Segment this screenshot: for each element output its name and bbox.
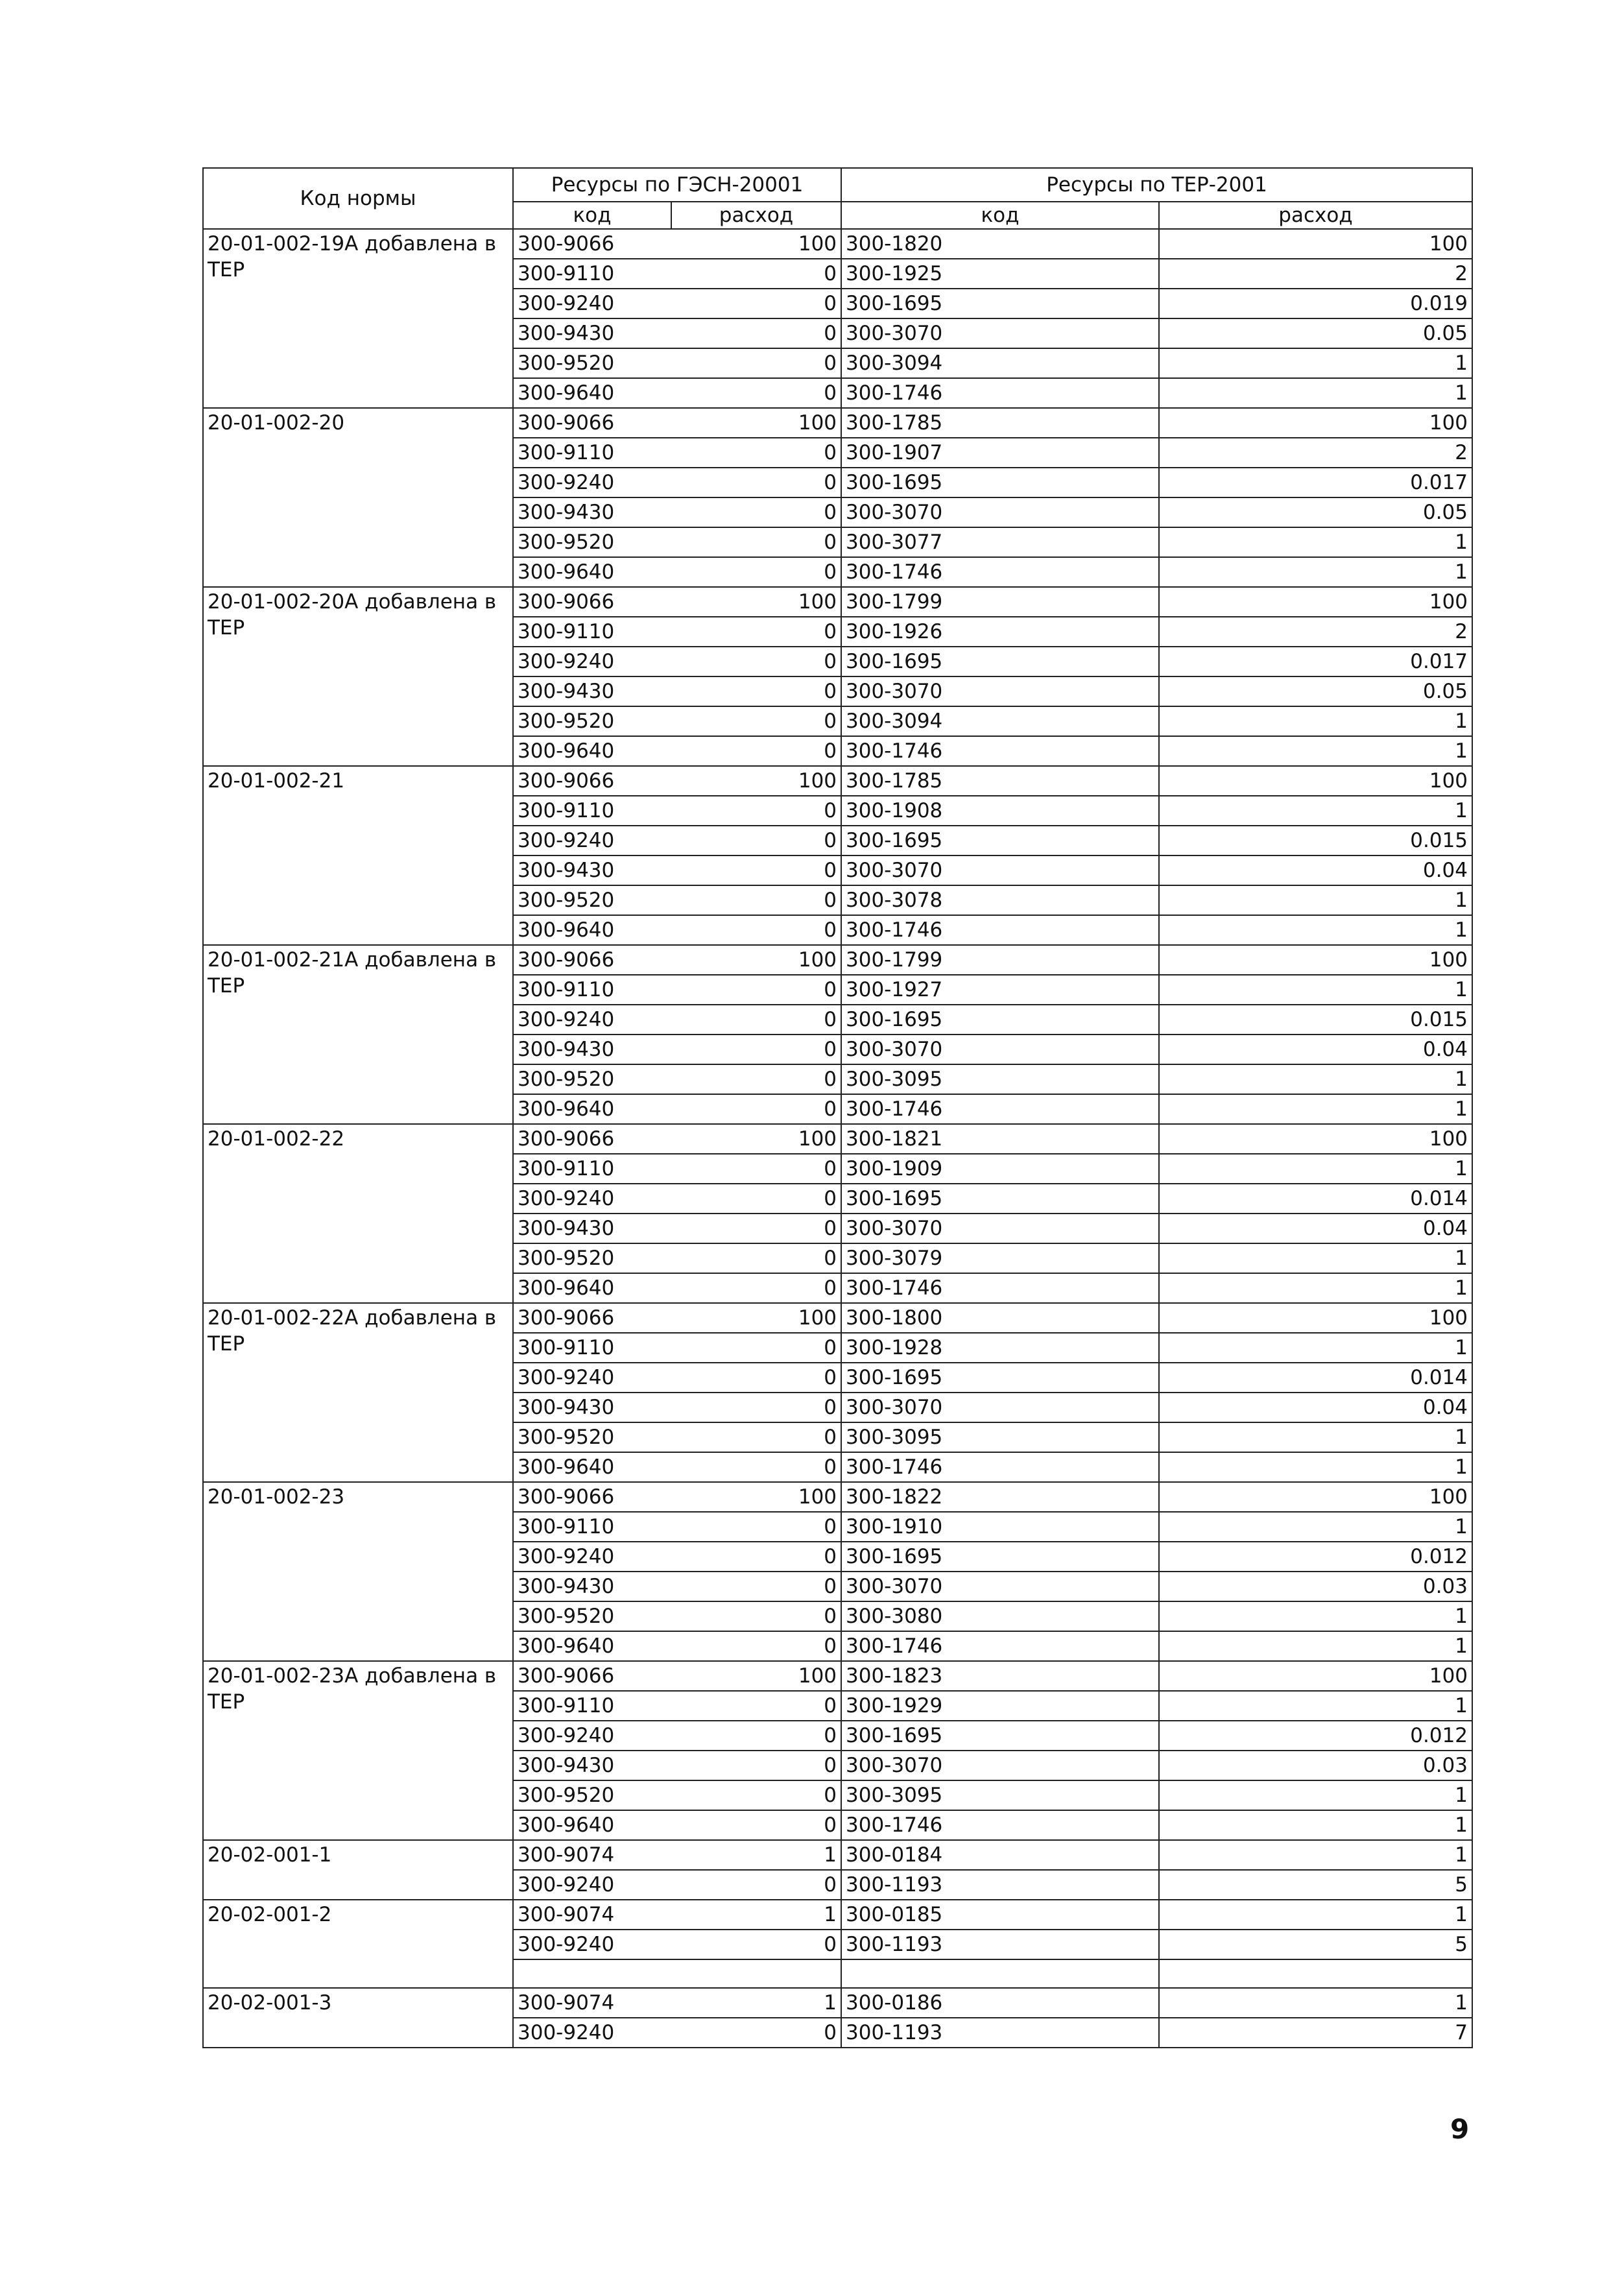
ter-code-cell: 300-3094 <box>841 348 1159 378</box>
table-row <box>203 1900 1472 1930</box>
gesn-rate-cell: 1 <box>671 1840 841 1870</box>
resource-mapping-table <box>202 167 1473 2048</box>
ter-code-cell: 300-3070 <box>841 1751 1159 1780</box>
gesn-rate-cell: 0 <box>671 1512 841 1542</box>
ter-code-cell: 300-3078 <box>841 885 1159 915</box>
ter-rate-cell: 100 <box>1159 587 1472 617</box>
gesn-code-cell: 300-9066 <box>513 408 671 438</box>
gesn-rate-cell: 0 <box>671 1363 841 1393</box>
gesn-rate-cell: 0 <box>671 1930 841 1959</box>
norm-code-cell: 20-01-002-22 <box>203 1124 513 1303</box>
gesn-rate-cell: 0 <box>671 826 841 855</box>
ter-rate-cell: 7 <box>1159 2018 1472 2048</box>
norm-code-cell: 20-01-002-21А добавлена в ТЕР <box>203 945 513 1124</box>
table-body <box>203 229 1472 2048</box>
gesn-code-cell: 300-9640 <box>513 1631 671 1661</box>
gesn-code-cell: 300-9640 <box>513 1094 671 1124</box>
gesn-rate-cell: 0 <box>671 1243 841 1273</box>
header-gesn-group: Ресурсы по ГЭСН-20001 <box>513 168 841 202</box>
gesn-rate-cell: 0 <box>671 1572 841 1601</box>
ter-rate-cell: 1 <box>1159 1988 1472 2018</box>
gesn-rate-cell: 0 <box>671 1542 841 1572</box>
gesn-code-cell: 300-9430 <box>513 1751 671 1780</box>
ter-rate-cell: 0.05 <box>1159 676 1472 706</box>
gesn-code-cell: 300-9430 <box>513 676 671 706</box>
ter-rate-cell: 2 <box>1159 259 1472 289</box>
ter-code-cell: 300-1908 <box>841 796 1159 826</box>
ter-rate-cell: 1 <box>1159 1780 1472 1810</box>
table-row <box>203 766 1472 796</box>
gesn-code-cell: 300-9240 <box>513 1870 671 1900</box>
gesn-code-cell: 300-9640 <box>513 1810 671 1840</box>
gesn-rate-cell: 0 <box>671 915 841 945</box>
gesn-rate-cell: 0 <box>671 736 841 766</box>
ter-code-cell: 300-1695 <box>841 1542 1159 1572</box>
ter-rate-cell: 1 <box>1159 1512 1472 1542</box>
ter-rate-cell: 0.04 <box>1159 1035 1472 1064</box>
ter-code-cell: 300-3095 <box>841 1422 1159 1452</box>
ter-rate-cell: 100 <box>1159 945 1472 975</box>
gesn-code-cell: 300-9240 <box>513 2018 671 2048</box>
gesn-rate-cell: 0 <box>671 497 841 527</box>
ter-rate-cell: 1 <box>1159 1810 1472 1840</box>
gesn-rate-cell: 0 <box>671 1273 841 1303</box>
norm-code-cell: 20-02-001-2 <box>203 1900 513 1988</box>
gesn-code-cell: 300-9074 <box>513 1840 671 1870</box>
norm-code-cell: 20-02-001-3 <box>203 1988 513 2048</box>
gesn-rate-cell: 0 <box>671 1035 841 1064</box>
gesn-rate-cell: 0 <box>671 706 841 736</box>
norm-code-cell: 20-01-002-20А добавлена в ТЕР <box>203 587 513 766</box>
gesn-rate-cell: 0 <box>671 468 841 497</box>
header-ter-group: Ресурсы по ТЕР-2001 <box>841 168 1472 202</box>
gesn-code-cell: 300-9066 <box>513 1482 671 1512</box>
ter-code-cell: 300-3077 <box>841 527 1159 557</box>
ter-rate-cell: 1 <box>1159 1422 1472 1452</box>
gesn-code-cell: 300-9066 <box>513 1661 671 1691</box>
ter-code-cell: 300-3095 <box>841 1064 1159 1094</box>
ter-rate-cell: 1 <box>1159 527 1472 557</box>
gesn-rate-cell: 0 <box>671 1094 841 1124</box>
ter-rate-cell: 1 <box>1159 378 1472 408</box>
ter-code-cell: 300-1193 <box>841 1930 1159 1959</box>
header-gesn-rate: расход <box>671 202 841 229</box>
ter-code-cell: 300-1820 <box>841 229 1159 259</box>
gesn-rate-cell: 100 <box>671 945 841 975</box>
ter-code-cell: 300-1746 <box>841 1631 1159 1661</box>
ter-code-cell: 300-1927 <box>841 975 1159 1005</box>
gesn-code-cell: 300-9066 <box>513 945 671 975</box>
table-row <box>203 945 1472 975</box>
gesn-code-cell: 300-9430 <box>513 1035 671 1064</box>
ter-code-cell: 300-1695 <box>841 468 1159 497</box>
gesn-code-cell: 300-9520 <box>513 1243 671 1273</box>
ter-rate-cell: 0.04 <box>1159 1393 1472 1422</box>
ter-code-cell: 300-1695 <box>841 1721 1159 1751</box>
ter-code-cell: 300-1746 <box>841 557 1159 587</box>
norm-code-cell: 20-01-002-23 <box>203 1482 513 1661</box>
ter-code-cell: 300-1821 <box>841 1124 1159 1154</box>
gesn-rate-cell: 0 <box>671 1870 841 1900</box>
gesn-code-cell: 300-9066 <box>513 1303 671 1333</box>
gesn-rate-cell: 100 <box>671 587 841 617</box>
ter-code-cell: 300-3070 <box>841 497 1159 527</box>
ter-rate-cell: 0.04 <box>1159 1214 1472 1243</box>
gesn-code-cell: 300-9240 <box>513 1542 671 1572</box>
gesn-rate-cell: 0 <box>671 1810 841 1840</box>
gesn-rate-cell: 100 <box>671 408 841 438</box>
ter-code-cell: 300-1929 <box>841 1691 1159 1721</box>
ter-code-cell: 300-3094 <box>841 706 1159 736</box>
ter-code-cell: 300-0186 <box>841 1988 1159 2018</box>
ter-rate-cell: 1 <box>1159 557 1472 587</box>
gesn-rate-cell: 0 <box>671 1154 841 1184</box>
gesn-rate-cell: 100 <box>671 1303 841 1333</box>
gesn-code-cell: 300-9240 <box>513 1930 671 1959</box>
ter-code-cell: 300-1822 <box>841 1482 1159 1512</box>
ter-code-cell: 300-3079 <box>841 1243 1159 1273</box>
ter-code-cell: 300-1928 <box>841 1333 1159 1363</box>
ter-code-cell: 300-1926 <box>841 617 1159 647</box>
gesn-rate-cell: 0 <box>671 378 841 408</box>
ter-rate-cell: 1 <box>1159 1333 1472 1363</box>
ter-code-cell: 300-1746 <box>841 1094 1159 1124</box>
ter-rate-cell: 1 <box>1159 706 1472 736</box>
ter-code-cell: 300-1695 <box>841 1363 1159 1393</box>
page-number: 9 <box>1450 2113 1470 2145</box>
gesn-rate-cell: 0 <box>671 1751 841 1780</box>
gesn-code-cell: 300-9520 <box>513 1064 671 1094</box>
ter-rate-cell: 0.012 <box>1159 1542 1472 1572</box>
ter-code-cell: 300-1910 <box>841 1512 1159 1542</box>
ter-code-cell: 300-1695 <box>841 289 1159 318</box>
gesn-rate-cell: 0 <box>671 1780 841 1810</box>
ter-code-cell: 300-0184 <box>841 1840 1159 1870</box>
ter-code-cell: 300-1746 <box>841 915 1159 945</box>
ter-rate-cell: 0.019 <box>1159 289 1472 318</box>
gesn-rate-cell: 0 <box>671 438 841 468</box>
norm-code-cell: 20-02-001-1 <box>203 1840 513 1900</box>
ter-code-cell: 300-3080 <box>841 1601 1159 1631</box>
header-code-norm: Код нормы <box>203 168 513 229</box>
ter-code-cell: 300-1695 <box>841 1005 1159 1035</box>
gesn-rate-cell: 0 <box>671 617 841 647</box>
gesn-code-cell: 300-9110 <box>513 1333 671 1363</box>
norm-code-cell: 20-01-002-22А добавлена в ТЕР <box>203 1303 513 1482</box>
gesn-rate-cell: 0 <box>671 289 841 318</box>
table-row <box>203 1661 1472 1691</box>
gesn-code-cell: 300-9640 <box>513 378 671 408</box>
ter-code-cell: 300-3070 <box>841 1393 1159 1422</box>
norm-code-cell: 20-01-002-21 <box>203 766 513 945</box>
gesn-rate-cell: 0 <box>671 1601 841 1631</box>
ter-rate-cell: 0.05 <box>1159 318 1472 348</box>
gesn-code-cell: 300-9110 <box>513 975 671 1005</box>
ter-code-cell: 300-1785 <box>841 408 1159 438</box>
gesn-code-cell: 300-9240 <box>513 1363 671 1393</box>
gesn-code-cell: 300-9430 <box>513 855 671 885</box>
ter-rate-cell: 0.017 <box>1159 468 1472 497</box>
table-row <box>203 1482 1472 1512</box>
gesn-rate-cell: 1 <box>671 1988 841 2018</box>
ter-rate-cell: 1 <box>1159 1840 1472 1870</box>
gesn-code-cell: 300-9110 <box>513 617 671 647</box>
ter-code-cell: 300-1909 <box>841 1154 1159 1184</box>
ter-code-cell: 300-3070 <box>841 676 1159 706</box>
table-row <box>203 229 1472 259</box>
gesn-rate-cell: 0 <box>671 259 841 289</box>
gesn-rate-cell: 100 <box>671 766 841 796</box>
gesn-code-cell: 300-9110 <box>513 259 671 289</box>
ter-code-cell: 300-1746 <box>841 1452 1159 1482</box>
gesn-code-cell: 300-9640 <box>513 915 671 945</box>
gesn-code-cell: 300-9520 <box>513 885 671 915</box>
ter-code-cell: 300-1695 <box>841 647 1159 676</box>
gesn-rate-cell: 0 <box>671 1631 841 1661</box>
ter-rate-cell: 0.04 <box>1159 855 1472 885</box>
ter-rate-cell: 1 <box>1159 1273 1472 1303</box>
gesn-code-cell: 300-9430 <box>513 497 671 527</box>
ter-code-cell: 300-1746 <box>841 1273 1159 1303</box>
ter-rate-cell: 1 <box>1159 1064 1472 1094</box>
ter-rate-cell: 2 <box>1159 617 1472 647</box>
ter-rate-cell: 0.017 <box>1159 647 1472 676</box>
ter-rate-cell: 1 <box>1159 1094 1472 1124</box>
gesn-rate-cell: 0 <box>671 1184 841 1214</box>
gesn-code-cell: 300-9240 <box>513 647 671 676</box>
ter-rate-cell: 0.015 <box>1159 826 1472 855</box>
gesn-code-cell: 300-9640 <box>513 1452 671 1482</box>
gesn-rate-cell: 0 <box>671 1721 841 1751</box>
header-ter-code: код <box>841 202 1159 229</box>
ter-rate-cell: 100 <box>1159 1303 1472 1333</box>
gesn-code-cell: 300-9430 <box>513 1572 671 1601</box>
ter-code-cell: 300-3070 <box>841 1214 1159 1243</box>
ter-rate-cell: 1 <box>1159 1631 1472 1661</box>
ter-rate-cell: 1 <box>1159 796 1472 826</box>
norm-code-cell: 20-01-002-23А добавлена в ТЕР <box>203 1661 513 1840</box>
gesn-rate-cell: 0 <box>671 1393 841 1422</box>
gesn-code-cell: 300-9240 <box>513 289 671 318</box>
ter-rate-cell: 1 <box>1159 348 1472 378</box>
gesn-rate-cell: 100 <box>671 229 841 259</box>
table-row <box>203 1303 1472 1333</box>
ter-rate-cell: 0.012 <box>1159 1721 1472 1751</box>
ter-rate-cell: 0.014 <box>1159 1184 1472 1214</box>
ter-code-cell: 300-1193 <box>841 1870 1159 1900</box>
ter-rate-cell: 100 <box>1159 1482 1472 1512</box>
ter-code-cell: 300-1746 <box>841 1810 1159 1840</box>
gesn-code-cell: 300-9066 <box>513 766 671 796</box>
gesn-rate-cell: 0 <box>671 796 841 826</box>
norm-code-cell: 20-01-002-20 <box>203 408 513 587</box>
ter-code-cell: 300-1799 <box>841 587 1159 617</box>
ter-code-cell: 300-1785 <box>841 766 1159 796</box>
ter-rate-cell: 100 <box>1159 1124 1472 1154</box>
table-row <box>203 1988 1472 2018</box>
ter-rate-cell: 1 <box>1159 975 1472 1005</box>
gesn-rate-cell: 0 <box>671 1064 841 1094</box>
ter-rate-cell: 1 <box>1159 1900 1472 1930</box>
ter-rate-cell: 1 <box>1159 885 1472 915</box>
gesn-rate-cell: 1 <box>671 1900 841 1930</box>
gesn-rate-cell <box>671 1959 841 1988</box>
ter-rate-cell: 0.03 <box>1159 1751 1472 1780</box>
gesn-rate-cell: 0 <box>671 348 841 378</box>
ter-rate-cell: 2 <box>1159 438 1472 468</box>
gesn-code-cell: 300-9240 <box>513 826 671 855</box>
gesn-rate-cell: 0 <box>671 557 841 587</box>
gesn-code-cell: 300-9240 <box>513 1184 671 1214</box>
gesn-rate-cell: 100 <box>671 1482 841 1512</box>
ter-rate-cell: 1 <box>1159 1691 1472 1721</box>
gesn-rate-cell: 0 <box>671 975 841 1005</box>
gesn-rate-cell: 100 <box>671 1661 841 1691</box>
ter-rate-cell: 1 <box>1159 1154 1472 1184</box>
ter-code-cell: 300-1695 <box>841 826 1159 855</box>
ter-code-cell: 300-3070 <box>841 1035 1159 1064</box>
ter-rate-cell: 1 <box>1159 1243 1472 1273</box>
ter-code-cell: 300-1746 <box>841 736 1159 766</box>
ter-code-cell: 300-1907 <box>841 438 1159 468</box>
gesn-code-cell: 300-9240 <box>513 1005 671 1035</box>
gesn-rate-cell: 0 <box>671 527 841 557</box>
gesn-code-cell: 300-9430 <box>513 318 671 348</box>
gesn-code-cell: 300-9520 <box>513 1601 671 1631</box>
ter-rate-cell: 0.014 <box>1159 1363 1472 1393</box>
ter-code-cell: 300-1800 <box>841 1303 1159 1333</box>
ter-rate-cell: 100 <box>1159 229 1472 259</box>
gesn-code-cell: 300-9066 <box>513 1124 671 1154</box>
ter-rate-cell: 100 <box>1159 1661 1472 1691</box>
gesn-rate-cell: 0 <box>671 1005 841 1035</box>
gesn-rate-cell: 0 <box>671 1333 841 1363</box>
gesn-code-cell: 300-9640 <box>513 1273 671 1303</box>
ter-rate-cell: 0.03 <box>1159 1572 1472 1601</box>
gesn-rate-cell: 100 <box>671 1124 841 1154</box>
gesn-rate-cell: 0 <box>671 1691 841 1721</box>
ter-rate-cell <box>1159 1959 1472 1988</box>
ter-rate-cell: 100 <box>1159 408 1472 438</box>
gesn-code-cell: 300-9066 <box>513 587 671 617</box>
gesn-rate-cell: 0 <box>671 318 841 348</box>
ter-rate-cell: 1 <box>1159 1452 1472 1482</box>
gesn-rate-cell: 0 <box>671 1452 841 1482</box>
ter-rate-cell: 1 <box>1159 736 1472 766</box>
ter-code-cell: 300-1695 <box>841 1184 1159 1214</box>
ter-rate-cell: 0.05 <box>1159 497 1472 527</box>
gesn-code-cell: 300-9074 <box>513 1900 671 1930</box>
gesn-code-cell: 300-9520 <box>513 706 671 736</box>
ter-code-cell: 300-3070 <box>841 1572 1159 1601</box>
gesn-code-cell: 300-9110 <box>513 1512 671 1542</box>
gesn-rate-cell: 0 <box>671 1422 841 1452</box>
ter-rate-cell: 1 <box>1159 1601 1472 1631</box>
gesn-rate-cell: 0 <box>671 1214 841 1243</box>
ter-code-cell: 300-1925 <box>841 259 1159 289</box>
ter-rate-cell: 1 <box>1159 915 1472 945</box>
ter-code-cell: 300-0185 <box>841 1900 1159 1930</box>
gesn-code-cell: 300-9066 <box>513 229 671 259</box>
gesn-code-cell: 300-9110 <box>513 796 671 826</box>
ter-code-cell: 300-1799 <box>841 945 1159 975</box>
ter-code-cell: 300-3070 <box>841 318 1159 348</box>
ter-rate-cell: 5 <box>1159 1930 1472 1959</box>
gesn-rate-cell: 0 <box>671 885 841 915</box>
ter-code-cell <box>841 1959 1159 1988</box>
gesn-rate-cell: 0 <box>671 2018 841 2048</box>
ter-code-cell: 300-1746 <box>841 378 1159 408</box>
gesn-code-cell: 300-9110 <box>513 438 671 468</box>
gesn-code-cell: 300-9240 <box>513 1721 671 1751</box>
table-row <box>203 1124 1472 1154</box>
table-row <box>203 1840 1472 1870</box>
header-gesn-code: код <box>513 202 671 229</box>
gesn-code-cell: 300-9640 <box>513 736 671 766</box>
gesn-code-cell <box>513 1959 671 1988</box>
gesn-rate-cell: 0 <box>671 676 841 706</box>
norm-code-cell: 20-01-002-19А добавлена в ТЕР <box>203 229 513 408</box>
ter-code-cell: 300-1823 <box>841 1661 1159 1691</box>
gesn-code-cell: 300-9430 <box>513 1393 671 1422</box>
ter-code-cell: 300-1193 <box>841 2018 1159 2048</box>
gesn-code-cell: 300-9640 <box>513 557 671 587</box>
gesn-rate-cell: 0 <box>671 647 841 676</box>
table-row <box>203 408 1472 438</box>
gesn-code-cell: 300-9520 <box>513 527 671 557</box>
gesn-code-cell: 300-9110 <box>513 1154 671 1184</box>
gesn-code-cell: 300-9074 <box>513 1988 671 2018</box>
ter-rate-cell: 5 <box>1159 1870 1472 1900</box>
gesn-code-cell: 300-9110 <box>513 1691 671 1721</box>
gesn-code-cell: 300-9240 <box>513 468 671 497</box>
header-ter-rate: расход <box>1159 202 1472 229</box>
gesn-code-cell: 300-9520 <box>513 348 671 378</box>
ter-rate-cell: 100 <box>1159 766 1472 796</box>
table-row <box>203 587 1472 617</box>
ter-code-cell: 300-3095 <box>841 1780 1159 1810</box>
ter-rate-cell: 0.015 <box>1159 1005 1472 1035</box>
gesn-rate-cell: 0 <box>671 855 841 885</box>
gesn-code-cell: 300-9430 <box>513 1214 671 1243</box>
ter-code-cell: 300-3070 <box>841 855 1159 885</box>
gesn-code-cell: 300-9520 <box>513 1422 671 1452</box>
gesn-code-cell: 300-9520 <box>513 1780 671 1810</box>
